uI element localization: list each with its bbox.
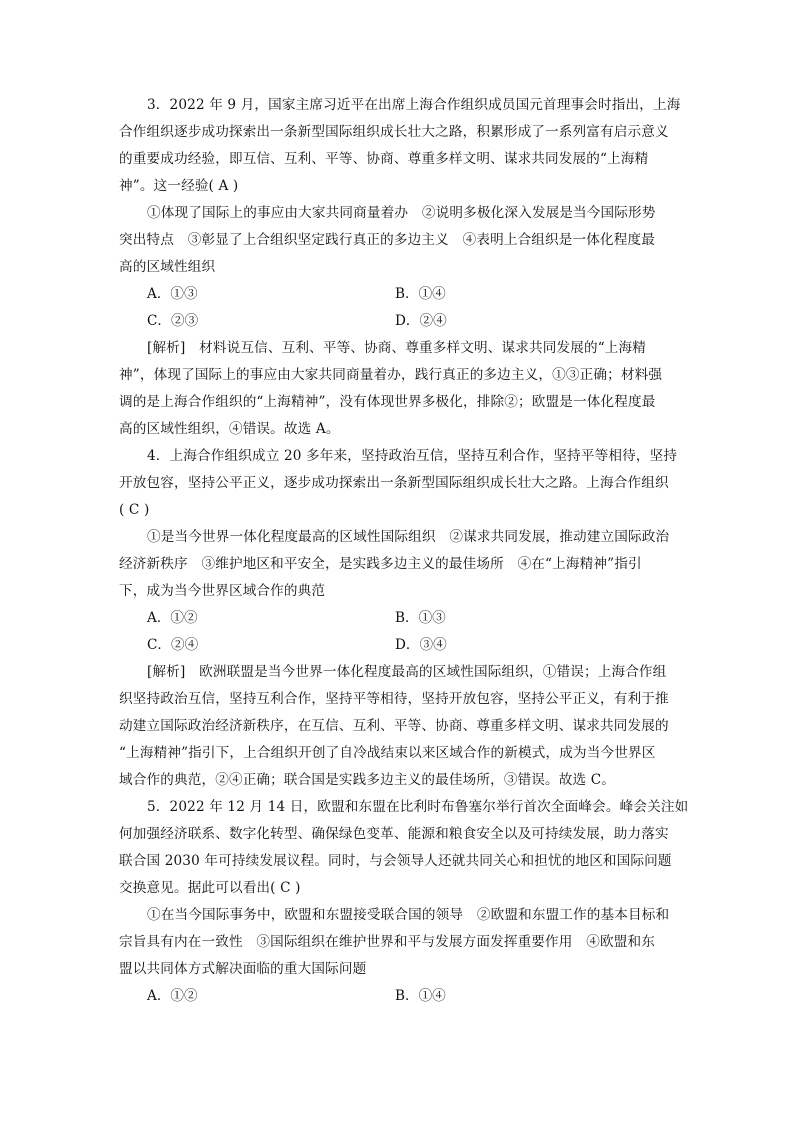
analysis-line: 神”，体现了国际上的事应由大家共同商量着办，践行真正的多边主义，①③正确；材料强 <box>119 367 663 383</box>
statement-line: 经济新秩序 ③维护地区和平安全，是实践多边主义的最佳场所 ④在“上海精神”指引 <box>119 556 642 572</box>
question-stem-line: 何加强经济联系、数字化转型、确保绿色变革、能源和粮食安全以及可持续发展，助力落实 <box>119 826 669 842</box>
question-stem-line: 的重要成功经验，即互信、互利、平等、协商、尊重多样文明、谋求共同发展的“上海精 <box>119 151 649 167</box>
question-4 <box>119 443 678 794</box>
analysis-line: 动建立国际政治经济新秩序，在互信、互利、平等、协商、尊重多样文明、谋求共同发展的 <box>119 718 669 734</box>
option-b: B．①④ <box>395 286 446 302</box>
question-stem-line: 联合国 2030 年可持续发展议程。同时，与会领导人还就共同关心和担忧的地区和国际问题 <box>119 853 672 869</box>
question-stem-line: 合作组织逐步成功探索出一条新型国际组织成长壮大之路，积累形成了一系列富有启示意义 <box>119 124 669 140</box>
analysis-line: 调的是上海合作组织的“上海精神”，没有体现世界多极化，排除②；欧盟是一体化程度最 <box>119 394 656 410</box>
question-stem-line: 3．2022 年 9 月，国家主席习近平在出席上海合作组织成员国元首理事会时指出，上海 <box>147 97 681 113</box>
option-d: D．③④ <box>395 637 447 653</box>
statement-line: 突出特点 ③彰显了上合组织坚定践行真正的多边主义 ④表明上合组织是一体化程度最 <box>119 232 656 248</box>
statement-line: ①是当今世界一体化程度最高的区域性国际组织 ②谋求共同发展，推动建立国际政治 <box>147 529 670 545</box>
question-5 <box>119 794 689 1010</box>
option-a: A．①② <box>147 610 198 626</box>
question-stem-line: 5．2022 年 12 月 14 日，欧盟和东盟在比利时布鲁塞尔举行首次全面峰会。峰会关注如 <box>147 799 689 815</box>
analysis-line: 域合作的典范，②④正确；联合国是实践多边主义的最佳场所，③错误。故选 C。 <box>119 772 616 788</box>
statement-line: 高的区域性组织 <box>119 259 216 275</box>
options-row <box>119 983 675 1010</box>
analysis-line: [解析] 欧洲联盟是当今世界一体化程度最高的区域性国际组织，①错误；上海合作组 <box>147 664 667 680</box>
analysis-line: [解析] 材料说互信、互利、平等、协商、尊重多样文明、谋求共同发展的“上海精 <box>147 340 647 356</box>
statement-line: ①在当今国际事务中，欧盟和东盟接受联合国的领导 ②欧盟和东盟工作的基本目标和 <box>147 907 670 923</box>
question-stem-line: ( C ) <box>119 502 150 518</box>
option-c: C．②③ <box>147 313 199 329</box>
statement-line: 盟以共同体方式解决面临的重大国际问题 <box>119 961 367 977</box>
question-stem-line: 交换意见。据此可以看出( C ) <box>119 880 301 896</box>
question-stem-line: 开放包容，坚持公平正义，逐步成功探索出一条新型国际组织成长壮大之路。上海合作组织 <box>119 475 669 491</box>
analysis-line: 高的区域性组织，④错误。故选 A。 <box>119 421 340 437</box>
options-row <box>119 632 675 659</box>
document-page <box>119 92 689 1010</box>
analysis-line: “上海精神”指引下，上合组织开创了自冷战结束以来区域合作的新模式，成为当今世界区 <box>119 745 656 761</box>
question-3 <box>119 92 681 443</box>
options-row <box>119 308 675 335</box>
option-c: C．②④ <box>147 637 199 653</box>
option-d: D．②④ <box>395 313 447 329</box>
option-b: B．①③ <box>395 610 446 626</box>
option-b: B．①④ <box>395 988 446 1004</box>
statement-line: 下，成为当今世界区域合作的典范 <box>119 583 326 599</box>
statement-line: 宗旨具有内在一致性 ③国际组织在维护世界和平与发展方面发挥重要作用 ④欧盟和东 <box>119 934 656 950</box>
analysis-line: 织坚持政治互信，坚持互利合作，坚持平等相待，坚持开放包容，坚持公平正义，有利于推 <box>119 691 669 707</box>
statement-line: ①体现了国际上的事应由大家共同商量着办 ②说明多极化深入发展是当今国际形势 <box>147 205 656 221</box>
option-a: A．①③ <box>147 286 198 302</box>
options-row <box>119 281 675 308</box>
option-a: A．①② <box>147 988 198 1004</box>
question-stem-line: 神”。这一经验( A ) <box>119 178 239 194</box>
options-row <box>119 605 675 632</box>
question-stem-line: 4．上海合作组织成立 20 多年来，坚持政治互信，坚持互利合作，坚持平等相待，坚持 <box>147 448 678 464</box>
